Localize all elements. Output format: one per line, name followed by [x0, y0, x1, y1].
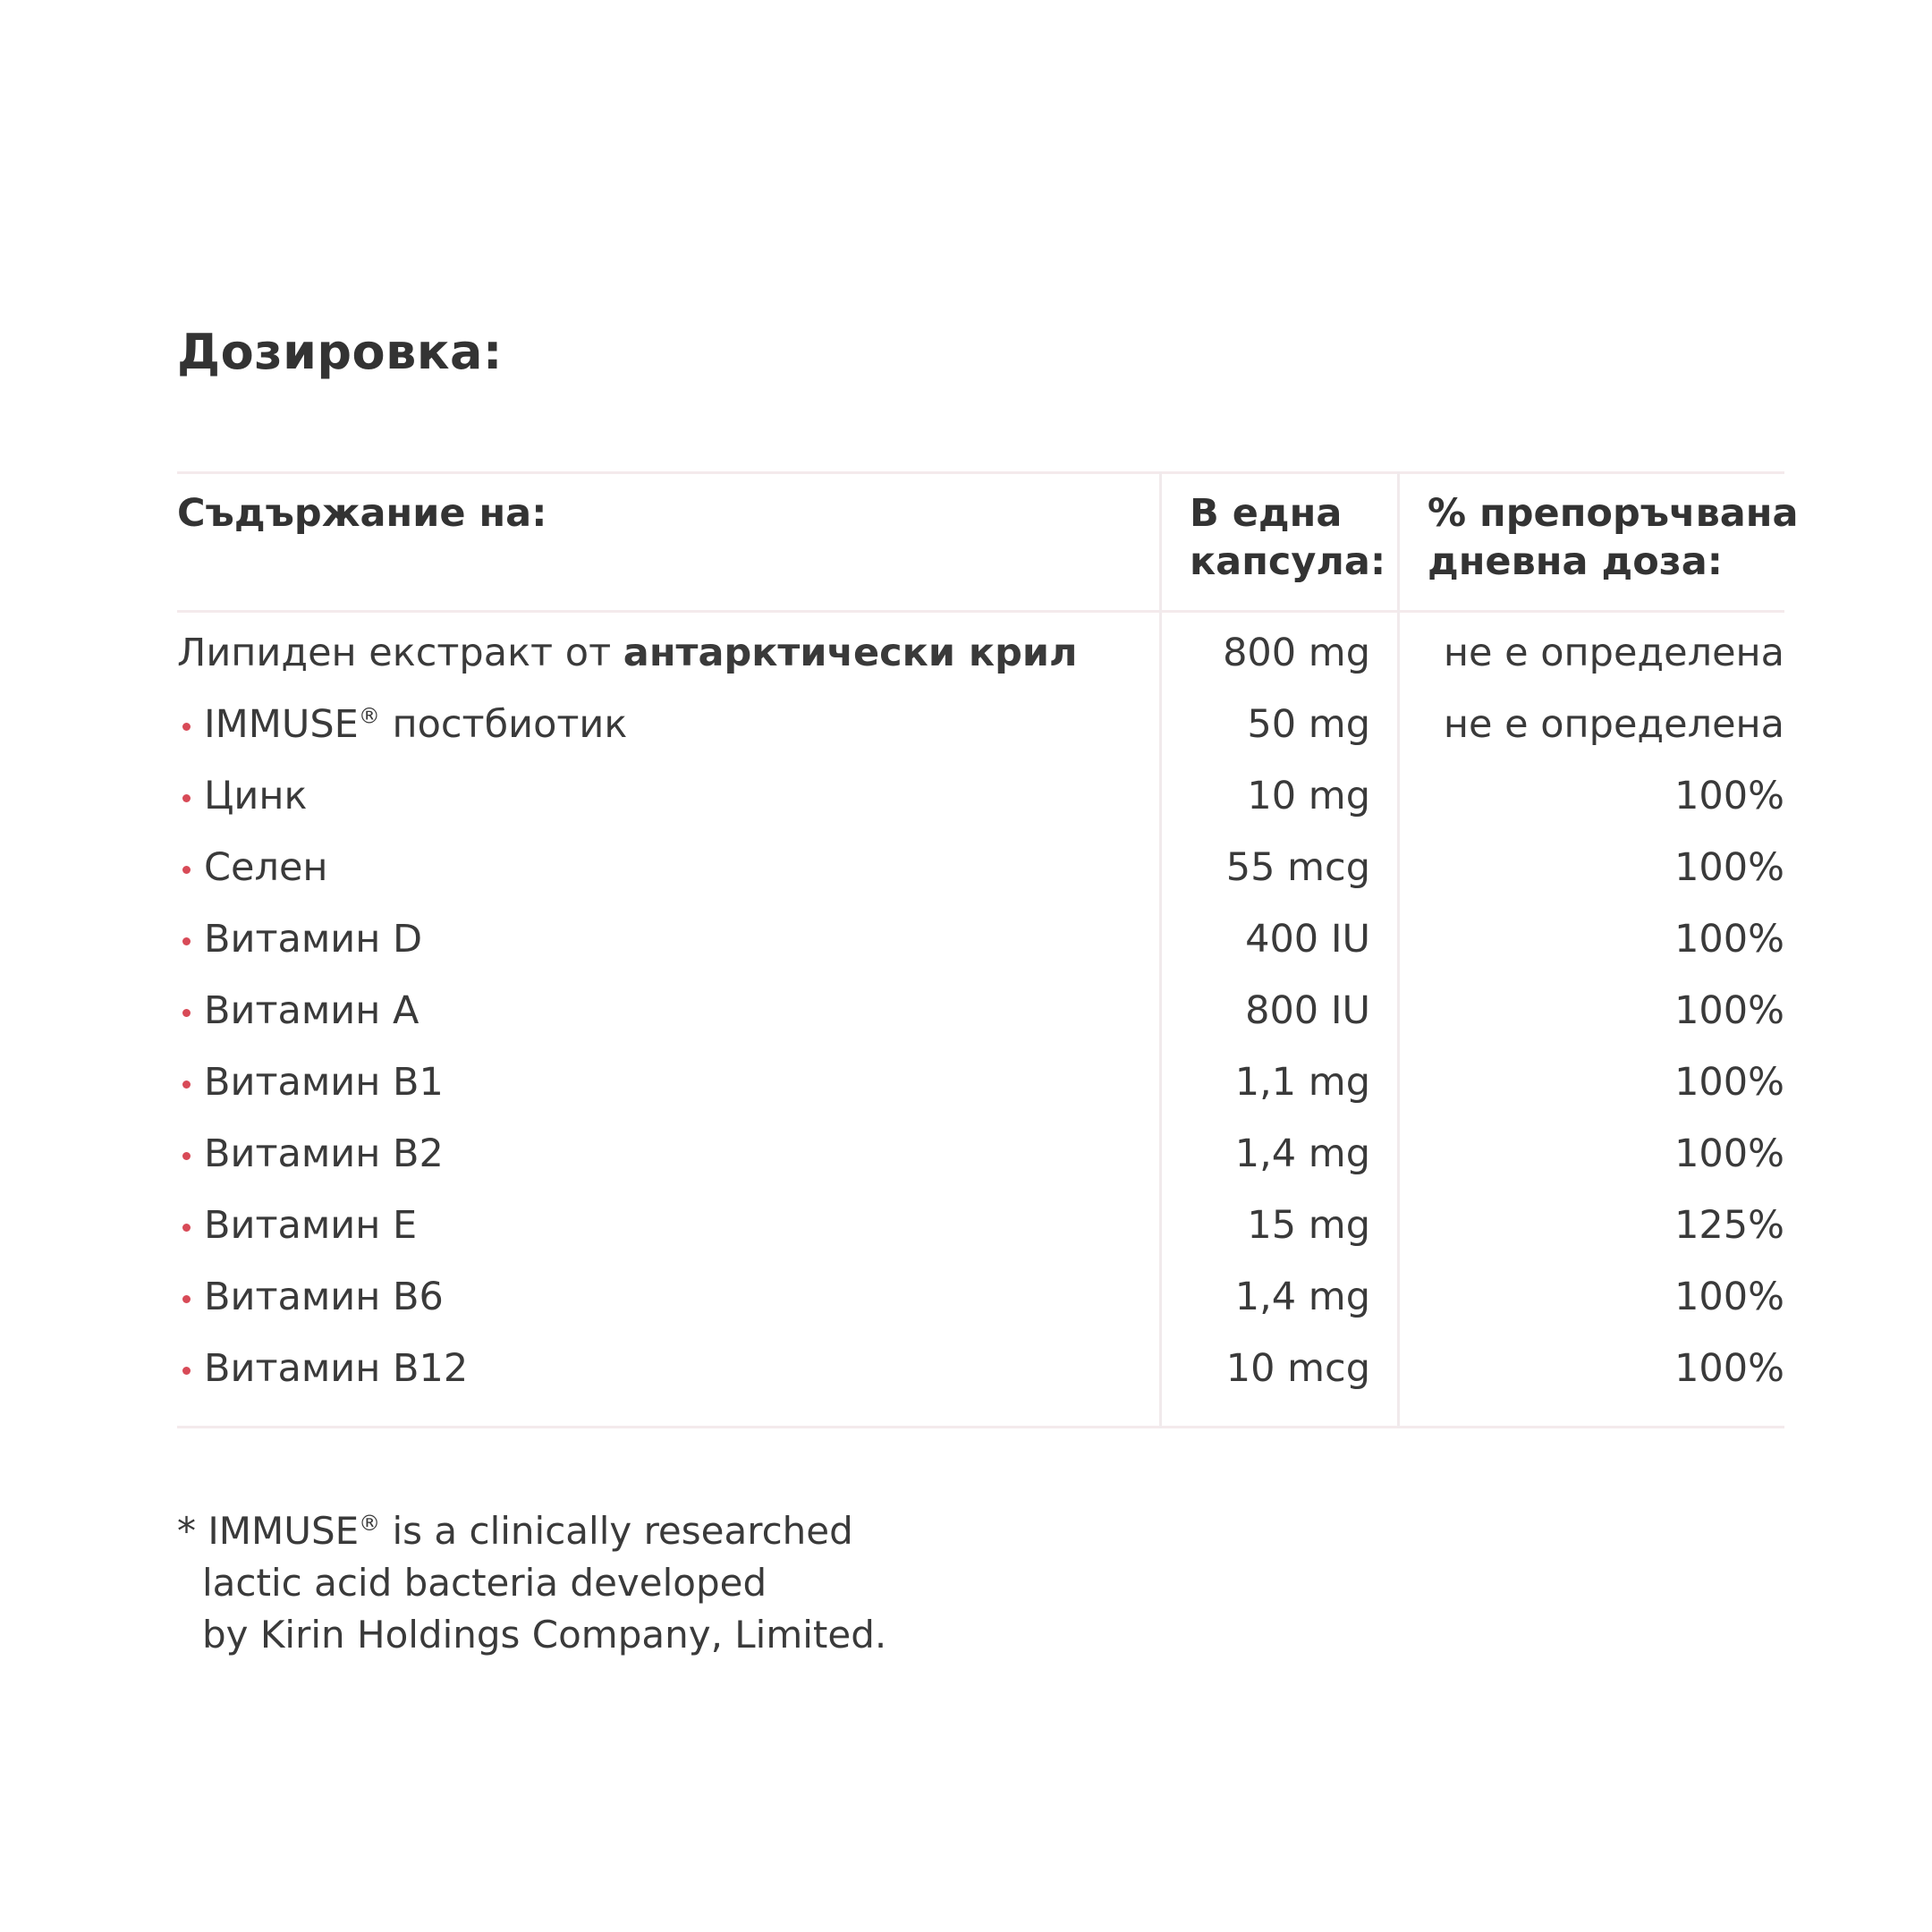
- ingredient-rdi: не е определена: [1443, 702, 1784, 747]
- table-row: [177, 689, 1784, 760]
- table-row: [177, 1046, 1784, 1118]
- ingredient-name-text: Витамин A: [204, 988, 419, 1033]
- table-row: [177, 1261, 1784, 1333]
- bullet-icon: [182, 1009, 191, 1017]
- bullet-icon: [182, 1224, 191, 1232]
- ingredient-name: [177, 1118, 444, 1190]
- table-header-divider: [177, 610, 1784, 613]
- table-row: [177, 975, 1784, 1046]
- bullet-icon: [182, 937, 191, 945]
- table-row: [177, 903, 1784, 975]
- footnote-line-3: by Kirin Holdings Company, Limited.: [202, 1613, 887, 1657]
- ingredient-rdi: 100%: [1674, 845, 1784, 890]
- ingredient-amount: 1,4 mg: [1234, 1275, 1370, 1319]
- header-per-capsule-line1: В една: [1190, 491, 1343, 536]
- ingredient-name-bold: антарктически крил: [623, 631, 1078, 675]
- ingredient-rdi: не е определена: [1443, 631, 1784, 675]
- table-bottom-divider: [177, 1426, 1784, 1428]
- ingredient-rdi: 100%: [1674, 1131, 1784, 1176]
- ingredient-name: [177, 1261, 444, 1333]
- ingredient-name-suffix: постбиотик: [379, 702, 628, 747]
- ingredient-amount: 10 mg: [1247, 774, 1370, 818]
- ingredient-name: [177, 1333, 468, 1404]
- table-row: [177, 1190, 1784, 1261]
- ingredient-name-text: Витамин B6: [204, 1275, 444, 1319]
- ingredient-amount: 1,4 mg: [1234, 1131, 1370, 1176]
- bullet-icon: [182, 866, 191, 874]
- ingredient-name: [177, 1046, 444, 1118]
- ingredient-amount: 1,1 mg: [1234, 1060, 1370, 1105]
- ingredient-rdi: 100%: [1674, 1275, 1784, 1319]
- ingredient-amount: 400 IU: [1245, 917, 1370, 962]
- ingredient-amount: 800 mg: [1223, 631, 1370, 675]
- ingredient-rdi: 100%: [1674, 774, 1784, 818]
- bullet-icon: [182, 723, 191, 731]
- footnote-suffix: is a clinically researched: [380, 1509, 853, 1553]
- header-content: Съдържание на:: [177, 491, 547, 536]
- ingredient-name-text: Витамин B2: [204, 1131, 444, 1176]
- registered-mark: ®: [359, 1511, 381, 1536]
- registered-mark: ®: [358, 703, 380, 729]
- ingredient-amount: 55 mcg: [1225, 845, 1370, 890]
- ingredient-name: [177, 760, 307, 832]
- ingredient-rdi: 125%: [1674, 1203, 1784, 1248]
- table-row-krill: [177, 617, 1784, 689]
- footnote: [177, 1505, 886, 1661]
- dosage-table: [177, 471, 1799, 1428]
- header-per-capsule: [1190, 489, 1385, 586]
- table-row: [177, 760, 1784, 832]
- ingredient-name-text: Витамин D: [204, 917, 423, 962]
- header-rdi-line2: дневна доза:: [1428, 539, 1723, 584]
- ingredient-name: [177, 1190, 417, 1261]
- ingredient-amount: 10 mcg: [1225, 1346, 1370, 1391]
- ingredient-rdi: 100%: [1674, 988, 1784, 1033]
- ingredient-name-text: Витамин E: [204, 1203, 418, 1248]
- bullet-icon: [182, 1367, 191, 1375]
- ingredient-rdi: 100%: [1674, 1060, 1784, 1105]
- ingredient-name: [177, 903, 422, 975]
- ingredient-name: [177, 975, 419, 1046]
- footnote-line-1: [177, 1505, 886, 1557]
- bullet-icon: [182, 1152, 191, 1160]
- ingredient-rdi: 100%: [1674, 917, 1784, 962]
- ingredient-name-text: Селен: [204, 845, 328, 890]
- header-per-capsule-line2: капсула:: [1190, 539, 1386, 584]
- header-rdi-line1: % препоръчвана: [1428, 491, 1799, 536]
- ingredient-name: [177, 832, 328, 903]
- table-row: [177, 1333, 1784, 1404]
- ingredient-name: [177, 617, 1078, 689]
- bullet-icon: [182, 1295, 191, 1303]
- ingredient-amount: 15 mg: [1247, 1203, 1370, 1248]
- bullet-icon: [182, 794, 191, 802]
- ingredient-name-text: Витамин B12: [204, 1346, 469, 1391]
- ingredient-amount: 50 mg: [1247, 702, 1370, 747]
- ingredient-rdi: 100%: [1674, 1346, 1784, 1391]
- ingredient-name: [177, 689, 627, 760]
- ingredient-name-prefix: Липиден екстракт от: [177, 631, 623, 675]
- footnote-prefix: * IMMUSE: [177, 1509, 360, 1553]
- footnote-line-2: lactic acid bacteria developed: [202, 1561, 767, 1605]
- header-rdi: [1428, 489, 1799, 586]
- bullet-icon: [182, 1080, 191, 1089]
- table-top-divider: [177, 471, 1784, 474]
- ingredient-name-text: Цинк: [204, 774, 308, 818]
- table-row: [177, 832, 1784, 903]
- ingredient-name-text: IMMUSE: [204, 702, 359, 747]
- ingredient-amount: 800 IU: [1245, 988, 1370, 1033]
- page-title: Дозировка:: [177, 324, 504, 380]
- table-row: [177, 1118, 1784, 1190]
- ingredient-name-text: Витамин B1: [204, 1060, 444, 1105]
